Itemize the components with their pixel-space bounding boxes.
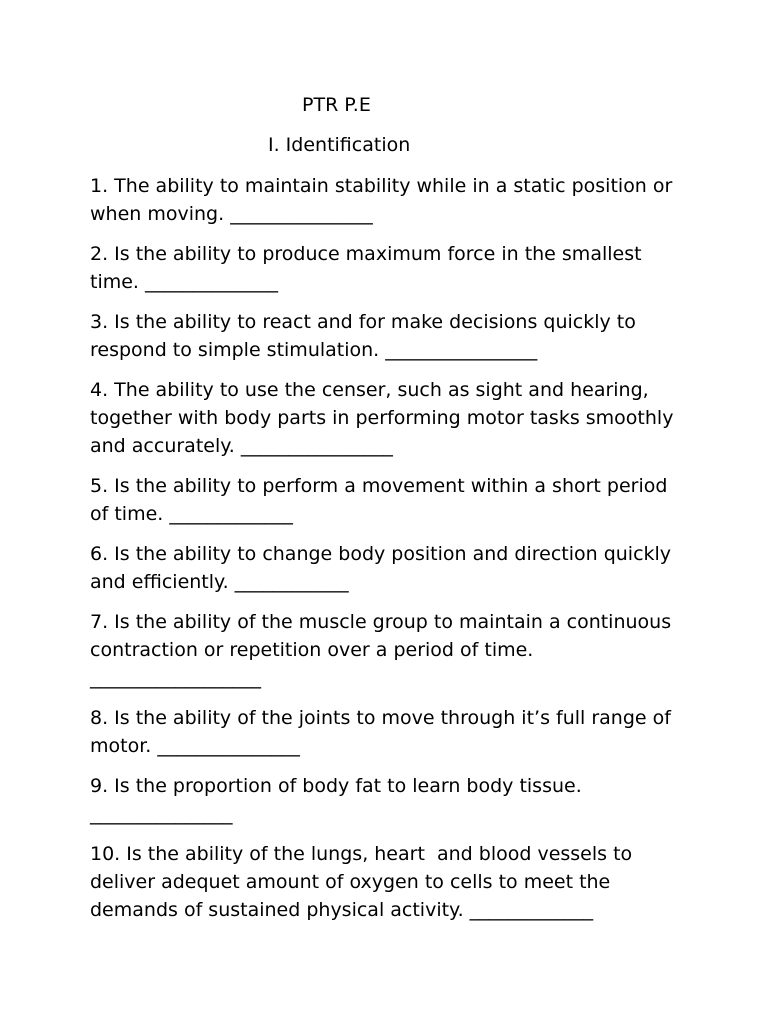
question-item: 8. Is the ability of the joints to move through it’s full range of motor. _______________	[90, 707, 677, 757]
question-item: 1. The ability to maintain stability while in a static position or when moving. _______________	[90, 175, 679, 225]
question-list	[90, 172, 688, 924]
question-item: 10. Is the ability of the lungs, heart and blood vessels to deliver adequet amount of oxygen to cells to meet the demands of sustained physical activity. _____________	[90, 843, 639, 921]
question-item: 2. Is the ability to produce maximum force in the smallest time. ______________	[90, 243, 648, 293]
question-item: 6. Is the ability to change body position and direction quickly and efficiently. ____________	[90, 543, 678, 593]
page-title: PTR P.E	[302, 94, 371, 116]
question-item: 3. Is the ability to react and for make decisions quickly to respond to simple stimulation. ________________	[90, 311, 642, 361]
question-item: 9. Is the proportion of body fat to learn body tissue. _______________	[90, 775, 588, 825]
question-item: 7. Is the ability of the muscle group to maintain a continuous contraction or repetition over a period of time. __________________	[90, 611, 678, 689]
question-item: 4. The ability to use the censer, such as sight and hearing, together with body parts in performing motor tasks smoothly and accurately. ________________	[90, 379, 680, 457]
section-heading: I. Identification	[268, 134, 411, 156]
question-item: 5. Is the ability to perform a movement within a short period of time. _____________	[90, 475, 674, 525]
